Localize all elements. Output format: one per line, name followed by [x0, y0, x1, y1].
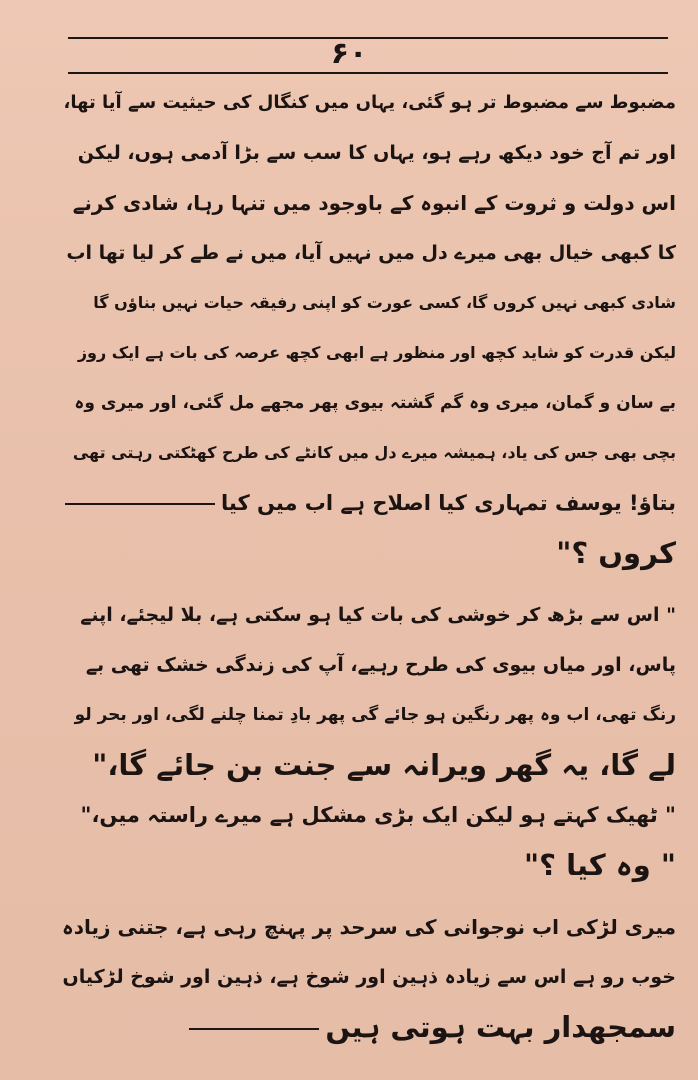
text-line: " وہ کیا ؟"	[524, 848, 676, 882]
paragraph-gap	[58, 890, 676, 902]
paragraph-gap	[58, 578, 676, 590]
text-line: لے گا، یہ گھر ویرانہ سے جنت بن جائے گا،"	[92, 748, 676, 782]
dash-rule	[65, 503, 215, 505]
text-line: میری لڑکی اب نوجوانی کی سرحد پر پہنچ رہی ہے، جتنی زیادہ	[62, 915, 676, 939]
paragraph-1	[58, 78, 676, 578]
text-line: بے سان و گمان، میری وہ گم گشتہ بیوی پھر مجھے مل گئی، اور میری وہ	[74, 393, 676, 413]
text-line: مضبوط سے مضبوط تر ہو گئی، یہاں میں کنگال کی حیثیت سے آیا تھا،	[63, 92, 676, 113]
text-line-with-dash	[58, 478, 676, 528]
header-rule-bottom	[68, 72, 668, 74]
text-line: اور تم آج خود دیکھ رہے ہو، یہاں کا سب سے بڑا آدمی ہوں، لیکن	[77, 142, 676, 164]
text-line: اس دولت و ثروت کے انبوہ کے باوجود میں تنہا رہا، شادی کرنے	[72, 191, 676, 215]
paragraph-3	[58, 902, 676, 1052]
text-line: پاس، اور میاں بیوی کی طرح رہیے، آپ کی زندگی خشک تھی بے	[85, 654, 676, 676]
text-line: بچی بھی جس کی یاد، ہمیشہ میرے دل میں کانٹے کی طرح کھٹکتی رہتی تھی	[72, 443, 676, 462]
text-line: سمجھدار بہت ہوتی ہیں	[325, 1010, 676, 1044]
text-line: شادی کبھی نہیں کروں گا، کسی عورت کو اپنی رفیقہ حیات نہیں بناؤں گا	[93, 293, 676, 312]
text-line: لیکن قدرت کو شاید کچھ اور منظور ہے ابھی کچھ عرصہ کی بات ہے ایک روز	[77, 343, 676, 362]
text-line: " ٹھیک کہتے ہو لیکن ایک بڑی مشکل ہے میرے راستہ میں،"	[80, 803, 676, 827]
page-number: ۶۰	[330, 36, 368, 71]
text-line: " اس سے بڑھ کر خوشی کی بات کیا ہو سکتی ہے، بلا لیجئے، اپنے	[80, 604, 676, 626]
text-line-with-dash	[58, 1002, 676, 1052]
text-line: بتاؤ! یوسف تمہاری کیا اصلاح ہے اب میں کیا	[221, 491, 676, 515]
page-body	[58, 78, 676, 1052]
dash-rule	[189, 1028, 319, 1030]
text-line: کا کبھی خیال بھی میرے دل میں نہیں آیا، میں نے طے کر لیا تھا اب	[66, 242, 676, 264]
text-line: کروں ؟"	[556, 536, 676, 570]
text-line: خوب رو ہے اس سے زیادہ ذہین اور شوخ ہے، ذہین اور شوخ لڑکیاں	[62, 966, 676, 988]
paragraph-2	[58, 590, 676, 890]
text-line: رنگ تھی، اب وہ پھر رنگین ہو جائے گی پھر بادِ تمنا چلنے لگی، اور بحر لو	[74, 705, 676, 725]
